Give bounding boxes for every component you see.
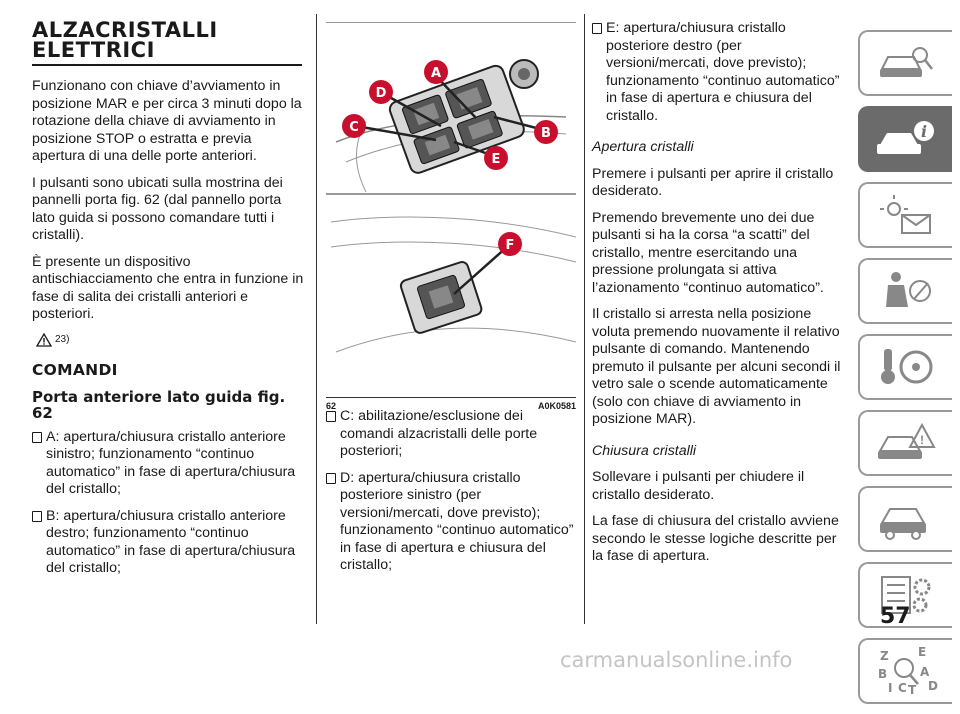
apertura-p1: Premere i pulsanti per aprire il cristallo desiderato.	[592, 165, 834, 199]
callout-d	[369, 80, 393, 104]
checkbox-bullet-icon	[326, 473, 336, 484]
car-emergency-icon	[876, 421, 936, 465]
svg-text:B: B	[541, 126, 551, 141]
bullet-item-c: C: abilitazione/esclusione dei comandi alzacristalli delle porte posteriori;	[326, 408, 576, 461]
column-divider-1	[316, 14, 317, 624]
heading-apertura: Apertura cristalli	[592, 139, 694, 155]
svg-text:T: T	[908, 683, 917, 696]
svg-text:B: B	[878, 667, 888, 681]
apertura-p2: Premendo brevemente uno dei due pulsanti si ha la corsa “a scatti” del cristallo, mentre esercitando una pressione prolungata si attiva l’azionamento “continuo automatico”.	[592, 209, 824, 296]
bullet-item-a: A: apertura/chiusura cristallo anteriore sinistro; funzionamento “continuo automatico” in fase di apertura/chiusura del cristallo;	[32, 429, 308, 499]
index-letters-icon	[874, 646, 938, 696]
title-line-1: ALZACRISTALLI	[32, 18, 218, 42]
subheading-porta-anteriore: Porta anteriore lato guida fig. 62	[32, 387, 286, 422]
column-divider-2	[584, 14, 585, 624]
airbag-safety-icon	[876, 269, 936, 313]
paragraph-3: È presente un dispositivo antischiacciamento che entra in funzione in fase di salita dei cristalli anteriori e posteriori.	[32, 253, 304, 322]
column-left	[32, 0, 308, 587]
chiusura-p2: La fase di chiusura del cristallo avviene secondo le stesse logiche descritte per la fase di apertura.	[592, 513, 839, 564]
svg-text:A: A	[920, 665, 930, 679]
title-line-2: ELETTRICI	[32, 38, 155, 62]
door-controls-illustration	[326, 22, 576, 382]
svg-text:!: !	[920, 433, 924, 447]
watermark-text: carmanualsonline.info	[560, 648, 793, 672]
tab-emergency[interactable]	[858, 410, 952, 476]
checkbox-bullet-icon	[326, 411, 336, 422]
svg-text:C: C	[898, 681, 907, 695]
svg-text:D: D	[928, 679, 938, 693]
callout-c	[342, 114, 366, 138]
tab-safety[interactable]	[858, 258, 952, 324]
callout-a	[424, 60, 448, 84]
column-right	[592, 20, 842, 575]
section-heading-comandi: COMANDI	[32, 360, 118, 379]
warning-ref-number: 23)	[55, 334, 70, 345]
heading-chiusura: Chiusura cristalli	[592, 442, 697, 459]
warning-reference	[36, 333, 308, 347]
bullet-item-e: E: apertura/chiusura cristallo posteriore destro (per versioni/mercati, dove previsto); funzionamento “continuo automatico” in fase di apertura e chiusura del cristallo.	[592, 20, 842, 125]
tab-car-info[interactable]	[858, 106, 952, 172]
paragraph-1: Funzionano con chiave d’avviamento in posizione MAR e per circa 3 minuti dopo la rotazione della chiave di avviamento in posizione STOP o estratta e previa apertura di una delle porte anteriori.	[32, 78, 302, 164]
figure-number: 62	[326, 401, 337, 411]
svg-text:I: I	[888, 681, 893, 695]
tab-maintenance[interactable]	[858, 486, 952, 552]
car-search-icon	[876, 43, 936, 83]
apertura-p3: Il cristallo si arresta nella posizione voluta premendo nuovamente il relativo pulsante di comando. Mantenendo premuto il pulsante per alcuni secondi il vetro sale o scende automaticamente (solo con chiave di avviamento in posizione MAR).	[592, 306, 841, 427]
checkbox-bullet-icon	[592, 23, 602, 34]
callout-e	[484, 146, 508, 170]
svg-text:Z: Z	[880, 649, 889, 663]
svg-text:C: C	[349, 120, 359, 135]
figure-62	[326, 22, 576, 382]
car-info-icon	[874, 117, 938, 161]
svg-text:E: E	[918, 646, 927, 659]
car-maintenance-icon	[876, 497, 936, 541]
chiusura-p1: Sollevare i pulsanti per chiudere il cristallo desiderato.	[592, 469, 805, 503]
warning-triangle-icon	[36, 333, 52, 347]
tab-car-search[interactable]	[858, 30, 952, 96]
key-steering-icon	[876, 345, 936, 389]
callout-b	[534, 120, 558, 144]
callout-f	[498, 232, 522, 256]
svg-text:i: i	[920, 122, 928, 141]
page-title	[32, 20, 308, 60]
tab-warning-lights[interactable]	[858, 182, 952, 248]
svg-text:E: E	[491, 152, 501, 167]
svg-text:D: D	[375, 86, 387, 101]
tab-index[interactable]	[858, 638, 952, 704]
checkbox-bullet-icon	[32, 511, 42, 522]
paragraph-2: I pulsanti sono ubicati sulla mostrina dei pannelli porta fig. 62 (dal pannello porta lato guida si possono comandare tutti i cristalli).	[32, 174, 283, 243]
column-middle	[326, 408, 576, 584]
title-underline	[32, 64, 302, 66]
page-number: 57	[880, 604, 911, 629]
svg-text:A: A	[430, 66, 442, 81]
figure-code: A0K0581	[537, 401, 576, 411]
bullet-item-d: D: apertura/chiusura cristallo posteriore sinistro (per versioni/mercati, dove previsto); funzionamento “continuo automatico” in fase di apertura e chiusura del cristallo;	[326, 470, 576, 575]
checkbox-bullet-icon	[32, 432, 42, 443]
svg-text:F: F	[505, 238, 515, 253]
bullet-item-b: B: apertura/chiusura cristallo anteriore destro; funzionamento “continuo automatico” in fase di apertura/chiusura del cristallo;	[32, 508, 308, 578]
tab-key-steering[interactable]	[858, 334, 952, 400]
warning-light-icon	[876, 193, 936, 237]
